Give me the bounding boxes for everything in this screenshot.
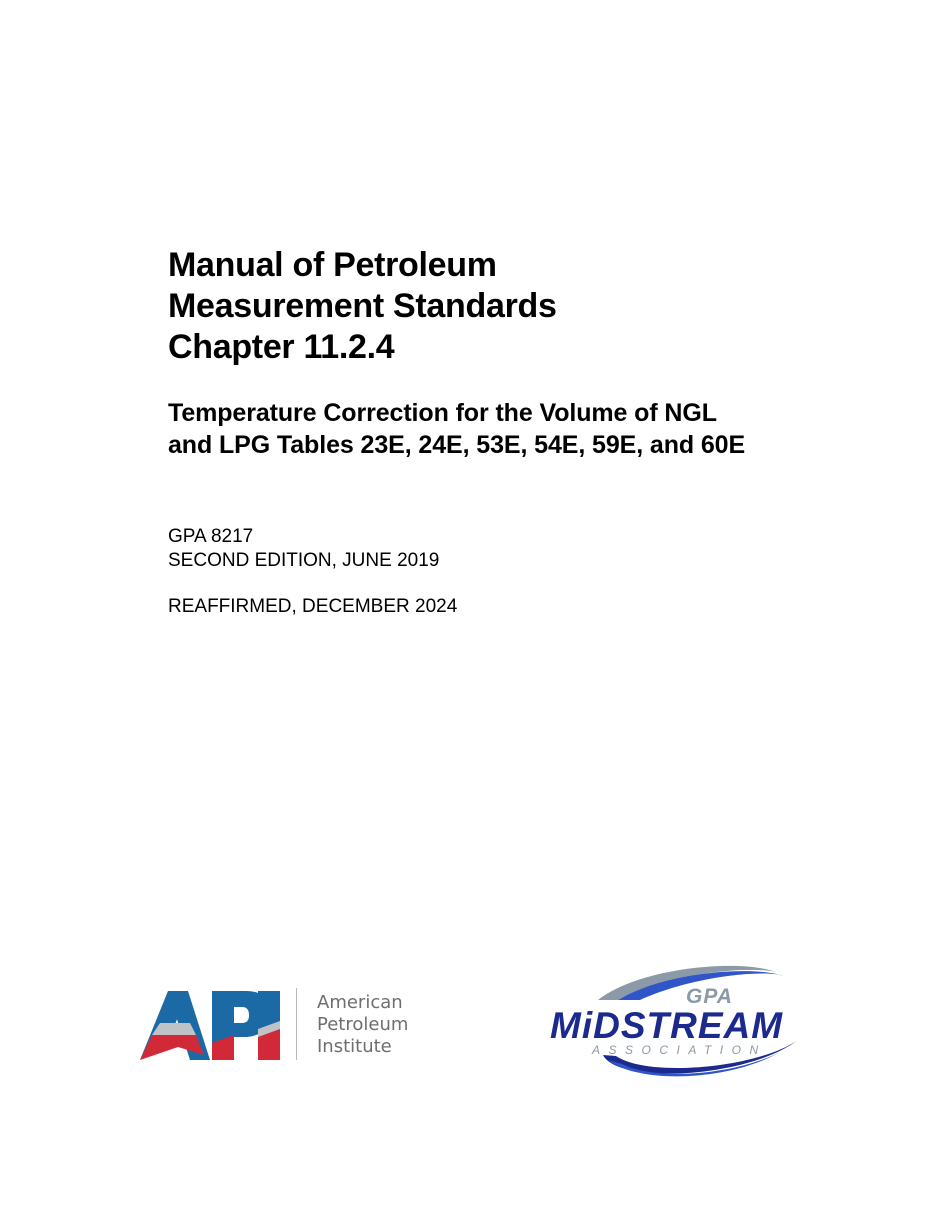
association-word: ASSOCIATION xyxy=(592,1043,767,1057)
title-line-2: Measurement Standards xyxy=(168,287,557,325)
title-line-1: Manual of Petroleum xyxy=(168,246,497,284)
edition-date: SECOND EDITION, JUNE 2019 xyxy=(168,550,440,571)
document-subtitle xyxy=(168,397,745,461)
midstream-word: MiDSTREAM xyxy=(550,1005,784,1046)
title-line-3: Chapter 11.2.4 xyxy=(168,328,395,366)
reaffirmed-date: REAFFIRMED, DECEMBER 2024 xyxy=(168,596,458,617)
api-name xyxy=(317,992,408,1058)
document-title xyxy=(168,245,557,368)
gpa-number: GPA 8217 xyxy=(168,526,254,547)
gpa-word: GPA xyxy=(686,985,733,1008)
subtitle-line-2: and LPG Tables 23E, 24E, 53E, 54E, 59E, and 60E xyxy=(168,431,746,459)
api-name-line-3: Institute xyxy=(317,1036,392,1057)
edition-info xyxy=(168,525,439,573)
api-divider xyxy=(296,988,297,1060)
api-name-line-1: American xyxy=(317,992,403,1013)
subtitle-line-1: Temperature Correction for the Volume of NGL xyxy=(168,399,717,427)
api-name-line-2: Petroleum xyxy=(317,1014,409,1035)
